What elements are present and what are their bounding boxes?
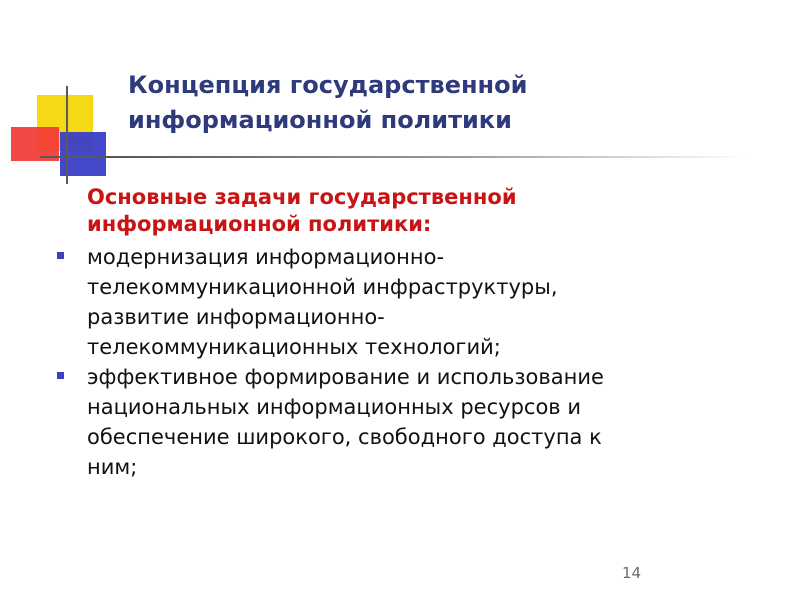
task-line: модернизация информационно-	[87, 245, 445, 269]
task-line: обеспечение широкого, свободного доступа к	[87, 425, 602, 449]
task-line: ним;	[87, 455, 138, 479]
slide-content	[54, 184, 754, 482]
bullet-square-icon	[57, 372, 64, 379]
task-line: национальных информационных ресурсов и	[87, 395, 582, 419]
task-list	[54, 242, 754, 482]
task-list-item	[54, 362, 754, 482]
section-subtitle	[87, 184, 754, 238]
slide-title-line-1: Концепция государственной	[128, 71, 528, 99]
section-subtitle-line-1: Основные задачи государственной	[87, 185, 517, 209]
logo-vertical-line	[66, 86, 68, 184]
title-divider	[100, 156, 748, 158]
logo-horizontal-line	[40, 156, 100, 158]
corner-logo-icon	[0, 0, 120, 190]
task-line: телекоммуникационных технологий;	[87, 335, 501, 359]
task-list-item	[54, 242, 754, 362]
task-line: эффективное формирование и использование	[87, 365, 604, 389]
task-line: развитие информационно-	[87, 305, 385, 329]
slide-title	[128, 68, 728, 138]
page-number: 14	[622, 564, 642, 582]
bullet-square-icon	[57, 252, 64, 259]
slide-title-line-2: информационной политики	[128, 106, 512, 134]
task-line: телекоммуникационной инфраструктуры,	[87, 275, 558, 299]
section-subtitle-line-2: информационной политики:	[87, 212, 432, 236]
